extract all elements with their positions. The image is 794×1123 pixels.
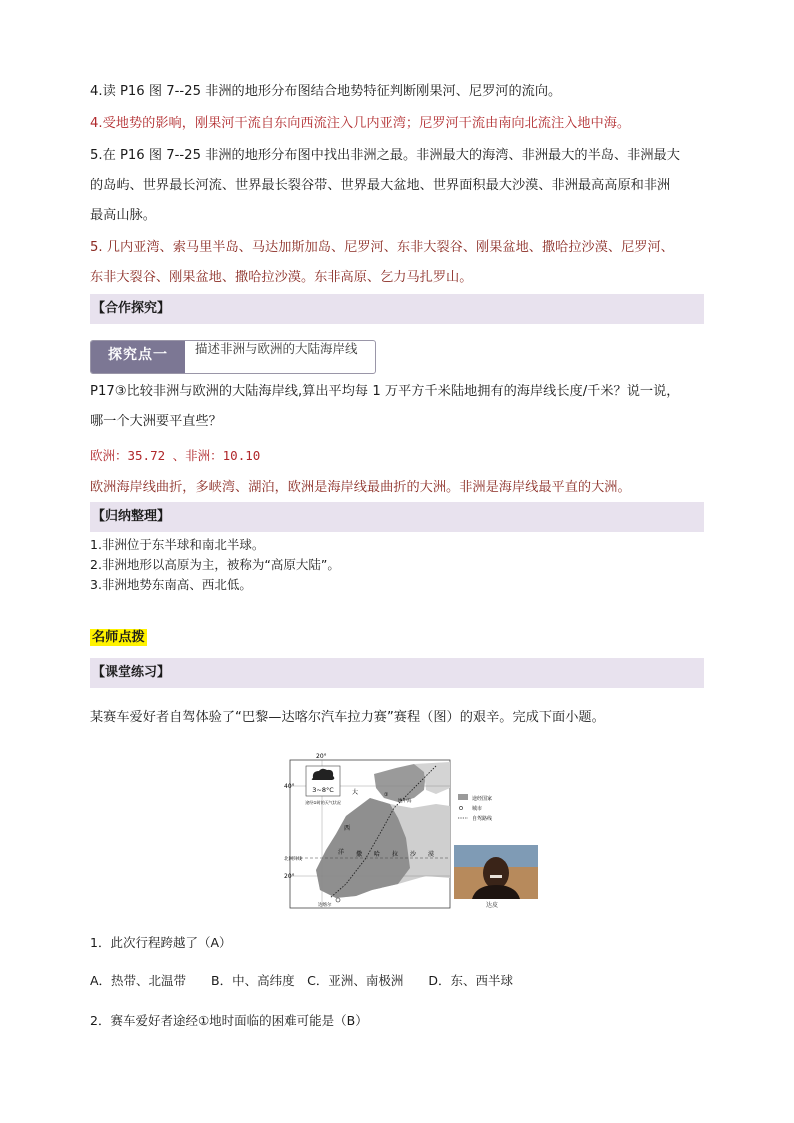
dakar-city-icon xyxy=(336,898,340,902)
practice-intro: 某赛车爱好者自驾体验了“巴黎—达喀尔汽车拉力赛”赛程（图）的艰辛。完成下面小题。 xyxy=(90,710,605,725)
question-5-line-1: 5.在 P16 图 7--25 非洲的地形分布图中找出非洲之最。非洲最大的海湾、非洲最大的半岛、非洲最大 xyxy=(90,148,680,163)
weather-caption: 途经①时的天气状况 xyxy=(305,800,341,805)
teacher-tip-highlight: 名师点拨 xyxy=(92,630,145,645)
mediterranean-label: 地中海 xyxy=(398,799,412,804)
dakar-label: 达喀尔 xyxy=(318,903,332,908)
ocean-label-yang: 洋 xyxy=(338,849,345,856)
legend-country-swatch xyxy=(458,794,468,800)
teacher-tip-heading xyxy=(90,628,147,648)
question-2: 2．赛车爱好者途经①地时面临的困难可能是（B） xyxy=(90,1013,368,1028)
question-1-text: 1．此次行程跨越了（A） xyxy=(90,935,232,950)
section-summary: 【归纳整理】 xyxy=(90,502,704,532)
section-cooperative-inquiry: 【合作探究】 xyxy=(90,294,704,324)
legend-route-label: 自驾路线 xyxy=(472,816,493,822)
summary-item-1: 1.非洲位于东半球和南北半球。 xyxy=(90,537,265,552)
answer-5-line-1: 5. 几内亚湾、索马里半岛、马达加斯加岛、尼罗河、东非大裂谷、刚果盆地、撒哈拉沙漠、尼罗河、 xyxy=(90,240,674,255)
weather-temp: 3~8°C xyxy=(312,786,334,794)
ocean-label-xi: 西 xyxy=(344,825,351,832)
p17-question-line-2: 哪一个大洲要平直些？ xyxy=(90,414,222,429)
question-5-line-2: 的岛屿、世界最长河流、世界最长裂谷带、世界最大盆地、世界面积最大沙漠、非洲最高高原和非洲 xyxy=(90,178,671,193)
explore-point-label: 探究点一 xyxy=(91,341,185,373)
lat-20-label: 20° xyxy=(284,873,295,880)
explore-point-text: 描述非洲与欧洲的大陆海岸线 xyxy=(195,341,358,356)
explore-point-tag xyxy=(90,340,376,374)
answer-4: 4.受地势的影响，刚果河干流自东向西流注入几内亚湾；尼罗河干流由南向北流注入地中海。 xyxy=(90,116,631,131)
person-photo xyxy=(454,845,538,899)
question-1-options: A．热带、北温带 B．中、高纬度 C．亚洲、南极洲 D．东、西半球 xyxy=(90,973,513,988)
summary-item-3: 3.非洲地势东南高、西北低。 xyxy=(90,577,252,592)
p17-question-line-1: P17③比较非洲与欧洲的大陆海岸线,算出平均每 1 万平方千米陆地拥有的海岸线长度/千米？说一说， xyxy=(90,384,680,399)
summary-item-2: 2.非洲地形以高原为主，被称为“高原大陆”。 xyxy=(90,557,340,572)
section-classroom-practice: 【课堂练习】 xyxy=(90,658,704,688)
tropic-label: 北回归线 xyxy=(284,857,302,862)
answer-5-line-2: 东非大裂谷、刚果盆地、撒哈拉沙漠。东非高原、乞力马扎罗山。 xyxy=(90,270,473,285)
legend-city-icon xyxy=(459,806,462,809)
question-4: 4.读 P16 图 7--25 非洲的地形分布图结合地势特征判断刚果河、尼罗河的流向。 xyxy=(90,84,562,99)
question-5-line-3: 最高山脉。 xyxy=(90,208,156,223)
question-1 xyxy=(90,934,232,952)
p17-answer-values: 欧洲：35.72 、非洲：10.10 xyxy=(90,448,261,463)
p17-answer-text: 欧洲海岸线曲折，多峡湾、湖泊，欧洲是海岸线最曲折的大洲。非洲是海岸线最平直的大洲。 xyxy=(90,480,631,495)
lon-20-label: 20° xyxy=(316,753,327,760)
photo-caption: 达皮 xyxy=(486,902,499,909)
desert-label: 撒 哈 拉 沙 漠 xyxy=(356,851,435,858)
legend-country-label: 途经国家 xyxy=(472,796,493,802)
ocean-label-da: 大 xyxy=(352,789,359,796)
lat-40-label: 40° xyxy=(284,783,295,790)
marker-1: ① xyxy=(384,792,389,798)
legend-city-label: 城市 xyxy=(472,806,483,812)
